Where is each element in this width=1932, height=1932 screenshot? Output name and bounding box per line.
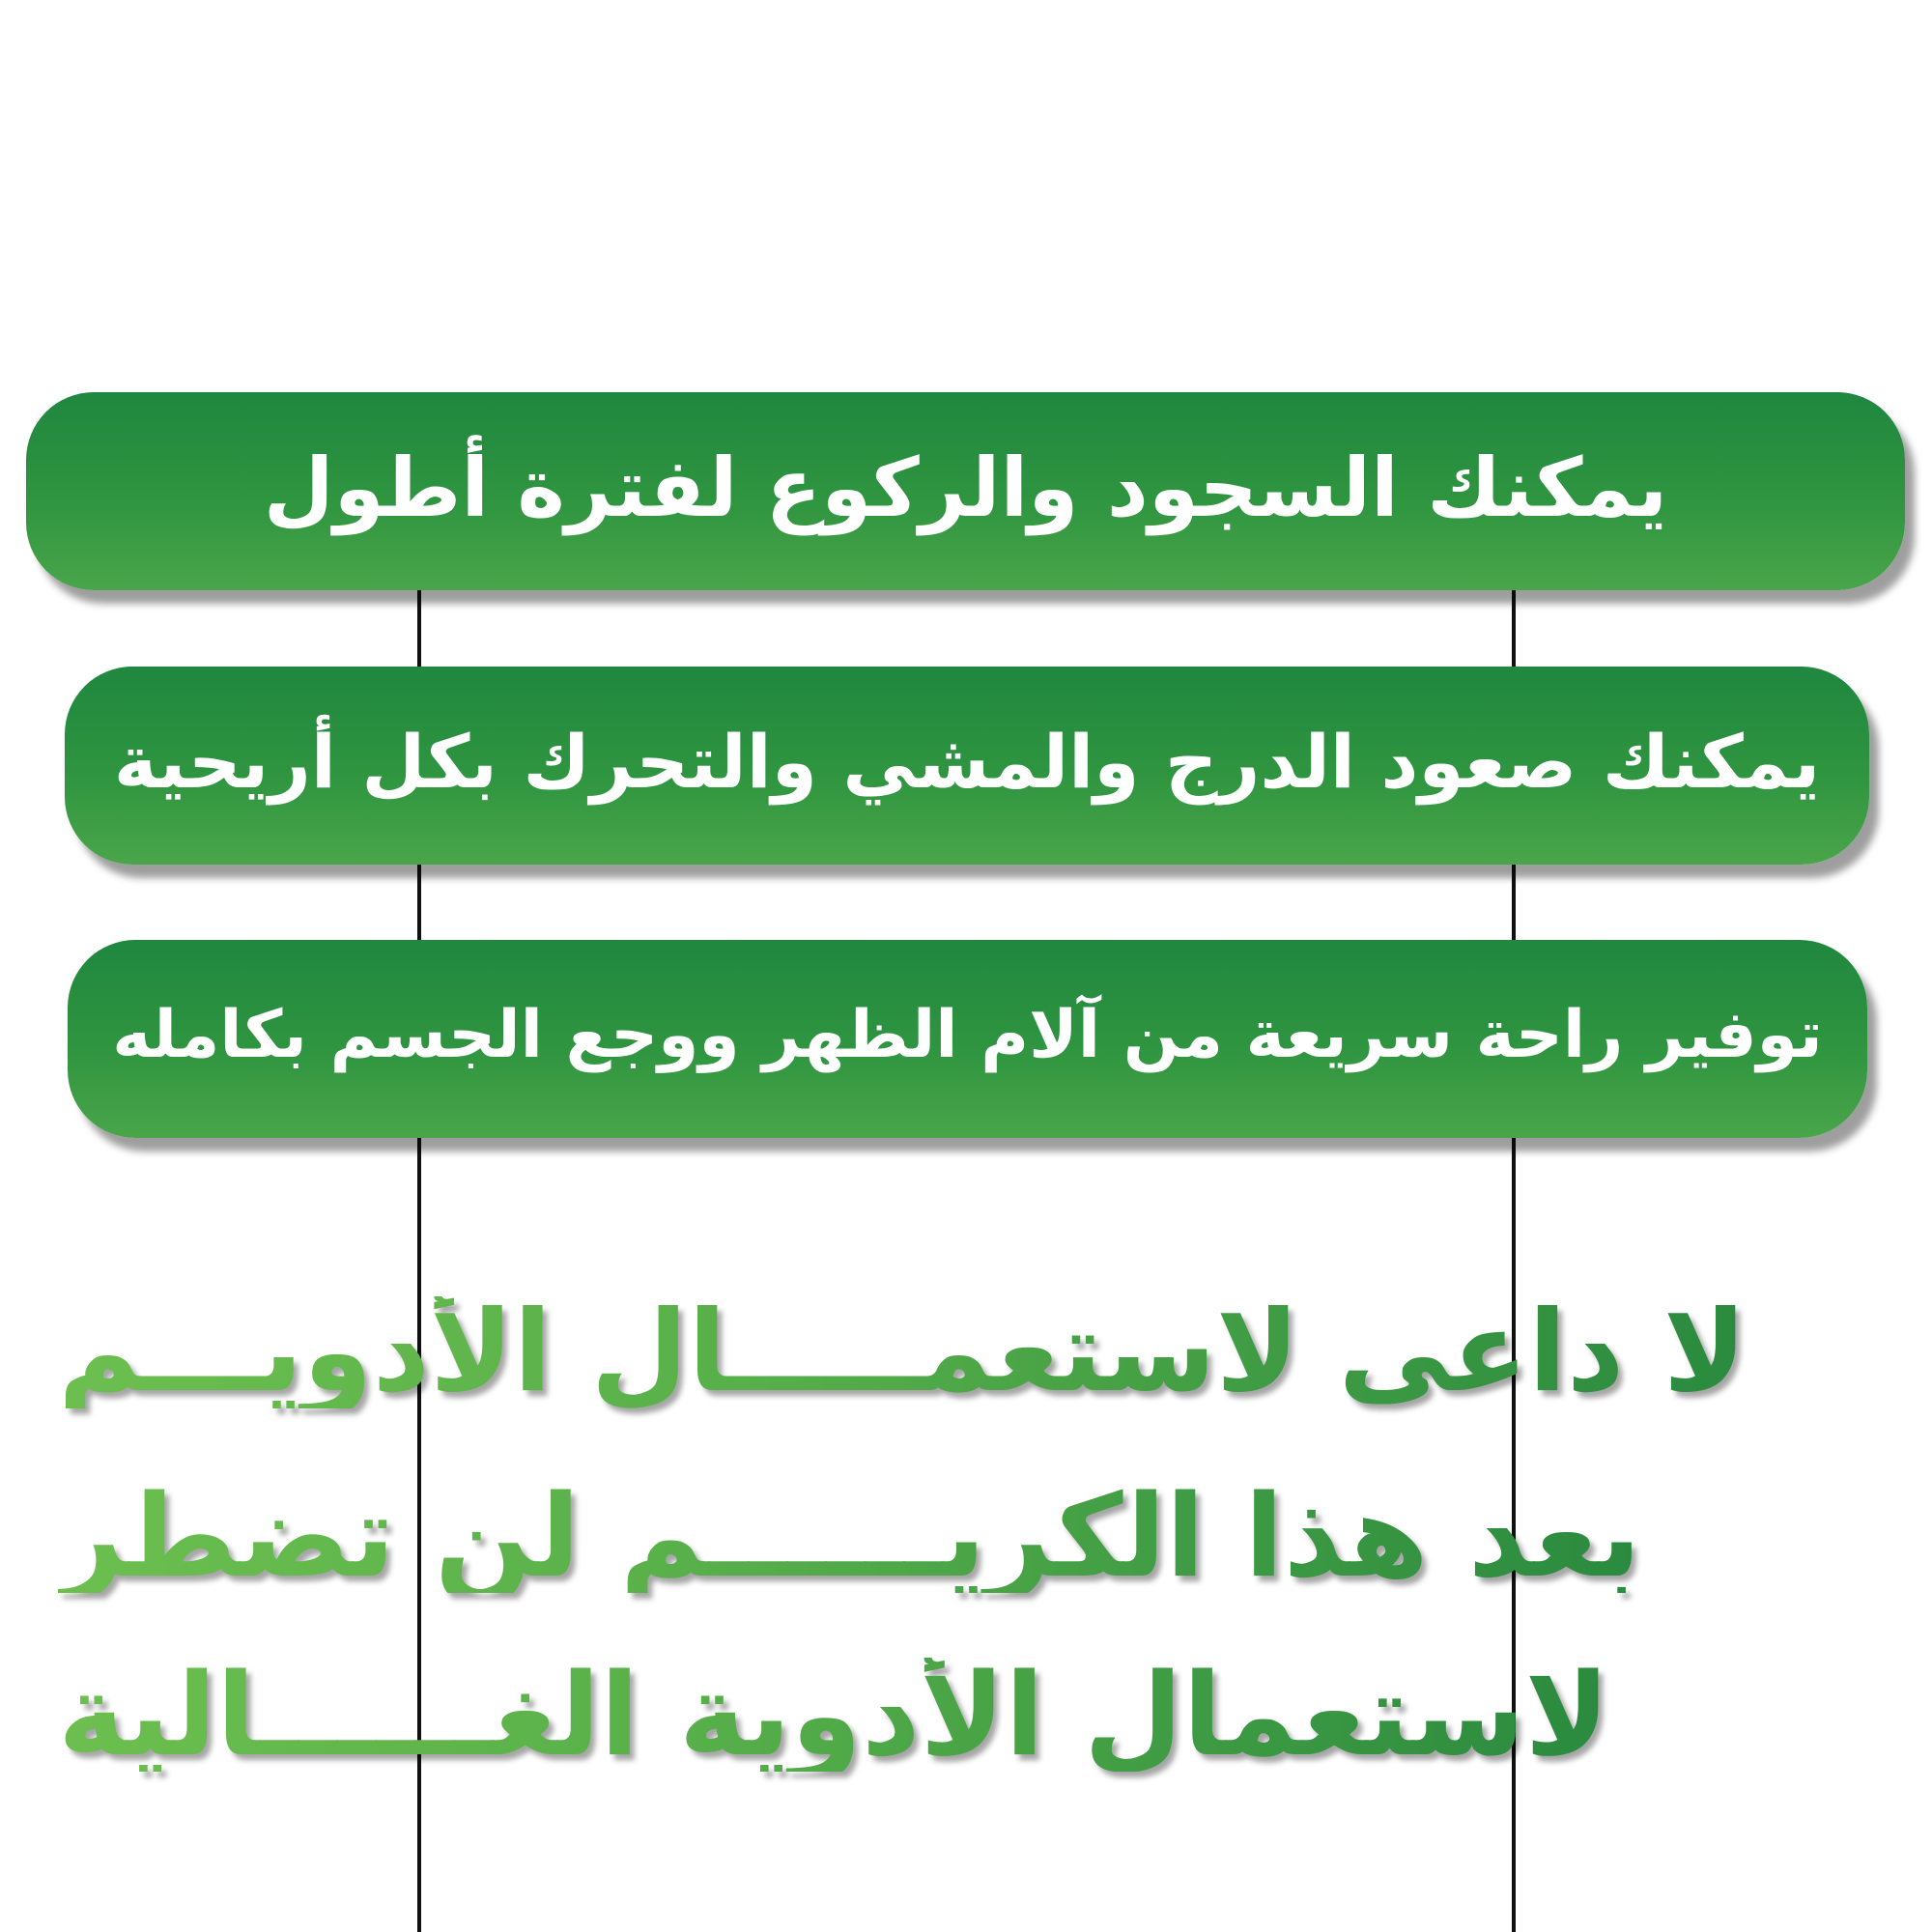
footer-line-1 xyxy=(58,1270,1855,1435)
footer-line-2 xyxy=(58,1454,1855,1618)
benefit-banner-3-text: توفير راحة سريعة من آلام الظهر ووجع الجسم بكامله xyxy=(112,996,1823,1073)
benefit-banner-2 xyxy=(65,667,1869,865)
benefit-banner-3 xyxy=(68,940,1867,1138)
footer-line-2-text: بعد هذا الكريــــــم لن تضطر xyxy=(58,1469,1641,1603)
benefit-banner-1-text: يمكنك السجود والركوع لفترة أطول xyxy=(263,440,1668,535)
footer-line-1-text: لا داعي لاستعمـــــال الأدويـــم xyxy=(58,1287,1747,1417)
footer-line-3-text: لاستعمال الأدوية الغــــــالية xyxy=(58,1648,1610,1781)
benefit-banner-1 xyxy=(26,392,1905,590)
footer-line-3 xyxy=(58,1633,1855,1797)
benefit-banner-2-text: يمكنك صعود الدرج والمشي والتحرك بكل أريحية xyxy=(113,718,1821,805)
